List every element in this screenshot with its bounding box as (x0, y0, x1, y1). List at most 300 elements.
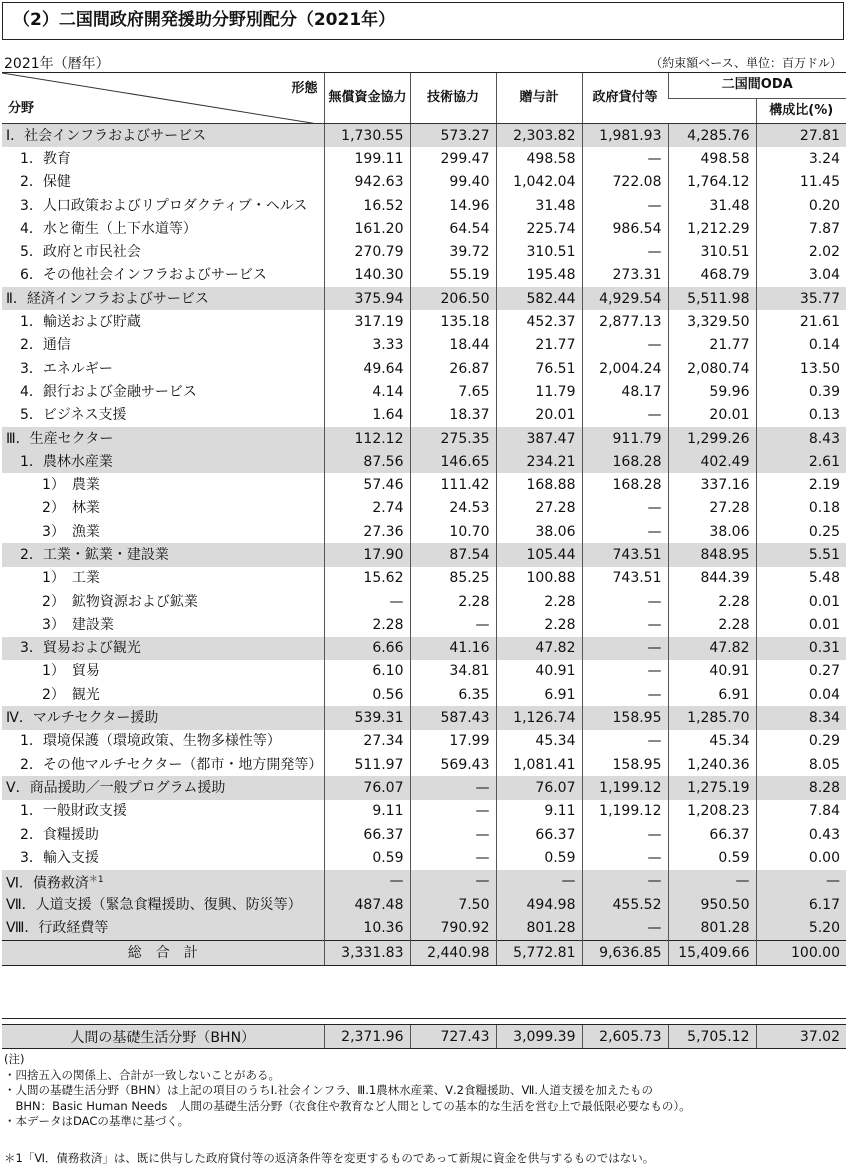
cell-value: 7.84 (756, 800, 846, 823)
cell-value: — (410, 870, 496, 894)
cell-value: 64.54 (410, 217, 496, 240)
cell-value: 146.65 (410, 450, 496, 473)
cell-value: — (582, 637, 668, 660)
row-label: Ⅰ．社会インフラおよびサービス (2, 124, 324, 148)
cell-value: 18.44 (410, 334, 496, 357)
cell-value: 0.25 (756, 520, 846, 543)
cell-value: 76.07 (324, 776, 410, 799)
cell-value: 2,877.13 (582, 310, 668, 333)
row-label: Ⅵ．債務救済$^{*1}$ (2, 870, 324, 894)
cell-value: 26.87 (410, 357, 496, 380)
cell-value: 158.95 (582, 706, 668, 729)
cell-value: 0.13 (756, 404, 846, 427)
cell-value: 10.70 (410, 520, 496, 543)
total-value: 2,440.98 (410, 940, 496, 965)
cell-value: 45.34 (496, 730, 582, 753)
cell-value: 722.08 (582, 171, 668, 194)
cell-value: 40.91 (496, 660, 582, 683)
cell-value: 21.77 (496, 334, 582, 357)
table-row (2, 287, 846, 310)
table-row (2, 124, 846, 148)
cell-value: — (756, 870, 846, 894)
cell-value: 66.37 (496, 823, 582, 846)
cell-value: 2,303.82 (496, 124, 582, 148)
total-value: 100.00 (756, 940, 846, 965)
table-row (2, 171, 846, 194)
cell-value: 7.65 (410, 380, 496, 403)
row-label: 1） 農業 (42, 477, 100, 494)
table-row (2, 730, 846, 753)
table-row (2, 264, 846, 287)
cell-value: 0.14 (756, 334, 846, 357)
cell-value: 2.28 (410, 590, 496, 613)
cell-value: 8.28 (756, 776, 846, 799)
header-share: 構成比(%) (756, 98, 846, 124)
header-oda: 二国間ODA (668, 73, 846, 99)
row-label: 3．人口政策およびリプロダクティブ・ヘルス (20, 197, 308, 214)
row-label: 3） 漁業 (42, 523, 100, 540)
row-label: 1．環境保護（環境政策、生物多様性等） (20, 733, 281, 750)
cell-value: — (324, 590, 410, 613)
note-line: ・人間の基礎生活分野（BHN）は上記の項目のうちⅠ.社会インフラ、Ⅲ.1農林水産業、Ⅴ.2食糧援助、Ⅶ.人道支援を加えたもの (4, 1083, 654, 1098)
cell-value: 270.79 (324, 240, 410, 263)
cell-value: 39.72 (410, 240, 496, 263)
cell-value: 498.58 (496, 147, 582, 170)
table-row (2, 800, 846, 823)
cell-value: 573.27 (410, 124, 496, 148)
bhn-value: 2,371.96 (324, 1025, 410, 1049)
table-row (2, 543, 846, 566)
table-row (2, 450, 846, 473)
table-row (2, 590, 846, 613)
cell-value: 3.33 (324, 334, 410, 357)
cell-value: 31.48 (496, 194, 582, 217)
page-title: （2）二国間政府開発援助分野別配分（2021年） (2, 2, 844, 40)
cell-value: 168.88 (496, 473, 582, 496)
cell-value: — (582, 823, 668, 846)
note-line: ・本データはDACの基準に基づく。 (4, 1114, 190, 1129)
cell-value: — (324, 870, 410, 894)
row-label: 1） 貿易 (42, 663, 100, 680)
note-line: BHN：Basic Human Needs 人間の基礎生活分野（衣食住や教育など人間としての基本的な生活を営む上で最低限必要なもの）。 (4, 1098, 691, 1113)
cell-value: 161.20 (324, 217, 410, 240)
bhn-row (2, 1025, 846, 1049)
cell-value: 1,299.26 (668, 427, 756, 450)
table-row (2, 846, 846, 869)
cell-value: 0.18 (756, 497, 846, 520)
cell-value: 49.64 (324, 357, 410, 380)
row-label: 2．食糧援助 (20, 826, 99, 843)
cell-value: 59.96 (668, 380, 756, 403)
row-label: Ⅴ．商品援助／一般プログラム援助 (2, 776, 324, 799)
cell-value: 569.43 (410, 753, 496, 776)
cell-value: 27.36 (324, 520, 410, 543)
oda-table (2, 72, 846, 966)
cell-value: — (582, 334, 668, 357)
table-row (2, 357, 846, 380)
cell-value: 7.50 (410, 893, 496, 916)
table-row (2, 916, 846, 940)
cell-value: 487.48 (324, 893, 410, 916)
cell-value: 452.37 (496, 310, 582, 333)
cell-value: 158.95 (582, 753, 668, 776)
cell-value: 87.56 (324, 450, 410, 473)
cell-value: — (410, 846, 496, 869)
cell-value: — (582, 147, 668, 170)
table-body (2, 124, 846, 966)
cell-value: 3.04 (756, 264, 846, 287)
cell-value: 5,511.98 (668, 287, 756, 310)
cell-value: 27.28 (496, 497, 582, 520)
cell-value: 6.35 (410, 683, 496, 706)
cell-value: 76.07 (496, 776, 582, 799)
cell-value: 135.18 (410, 310, 496, 333)
header-tech: 技術協力 (410, 73, 496, 124)
footnote: ＊1「Ⅵ．債務救済」は、既に供与した政府貸付等の返済条件等を変更するものであって新規に資金を供与するものではない。 (4, 1151, 655, 1165)
row-label: 1．輸送および貯蔵 (20, 314, 141, 331)
cell-value: 273.31 (582, 264, 668, 287)
cell-value: 0.56 (324, 683, 410, 706)
footnote-marker: ＊1 (88, 874, 104, 885)
cell-value: 234.21 (496, 450, 582, 473)
cell-value: 299.47 (410, 147, 496, 170)
cell-value: 2.28 (668, 590, 756, 613)
total-value: 3,331.83 (324, 940, 410, 965)
row-label: 1．農林水産業 (2, 450, 324, 473)
cell-value: 455.52 (582, 893, 668, 916)
notes (4, 1052, 691, 1130)
total-value: 9,636.85 (582, 940, 668, 965)
cell-value: 539.31 (324, 706, 410, 729)
cell-value: 0.31 (756, 637, 846, 660)
cell-value: 8.34 (756, 706, 846, 729)
cell-value: 2.28 (668, 613, 756, 636)
cell-value: 1,212.29 (668, 217, 756, 240)
year-label: 2021年（暦年） (4, 56, 110, 72)
cell-value: 57.46 (324, 473, 410, 496)
cell-value: — (582, 520, 668, 543)
cell-value: 6.66 (324, 637, 410, 660)
table-row (2, 427, 846, 450)
cell-value: 21.77 (668, 334, 756, 357)
cell-value: 21.61 (756, 310, 846, 333)
cell-value: 199.11 (324, 147, 410, 170)
total-value: 15,409.66 (668, 940, 756, 965)
cell-value: 0.01 (756, 590, 846, 613)
cell-value: 20.01 (668, 404, 756, 427)
total-label: 総 合 計 (2, 940, 324, 965)
cell-value: 0.43 (756, 823, 846, 846)
cell-value: 402.49 (668, 450, 756, 473)
cell-value: — (582, 660, 668, 683)
header-field-label: 分野 (8, 101, 35, 116)
table-row (2, 310, 846, 333)
cell-value: 16.52 (324, 194, 410, 217)
cell-value: 498.58 (668, 147, 756, 170)
cell-value: 5.48 (756, 567, 846, 590)
diagonal-divider (2, 73, 324, 124)
cell-value: 1,730.55 (324, 124, 410, 148)
note-line: (注) (4, 1052, 25, 1066)
cell-value: 310.51 (668, 240, 756, 263)
cell-value: 0.39 (756, 380, 846, 403)
cell-value: 494.98 (496, 893, 582, 916)
table-row (2, 404, 846, 427)
cell-value: 0.04 (756, 683, 846, 706)
cell-value: 0.00 (756, 846, 846, 869)
table-row (2, 823, 846, 846)
row-label: Ⅳ．マルチセクター援助 (2, 706, 324, 729)
cell-value: 9.11 (324, 800, 410, 823)
row-label: Ⅱ．経済インフラおよびサービス (2, 287, 324, 310)
row-label: 2．その他マルチセクター（都市・地方開発等） (20, 756, 323, 773)
bhn-label: 人間の基礎生活分野（BHN） (2, 1025, 324, 1049)
cell-value: 1,199.12 (582, 800, 668, 823)
row-label: 2．保健 (20, 174, 71, 191)
cell-value: 13.50 (756, 357, 846, 380)
cell-value: 225.74 (496, 217, 582, 240)
cell-value: — (668, 870, 756, 894)
cell-value: 2,080.74 (668, 357, 756, 380)
cell-value: 55.19 (410, 264, 496, 287)
bhn-value: 5,705.12 (668, 1025, 756, 1049)
cell-value: 1,208.23 (668, 800, 756, 823)
row-label: 6．その他社会インフラおよびサービス (20, 267, 267, 284)
total-value: 5,772.81 (496, 940, 582, 965)
cell-value: 35.77 (756, 287, 846, 310)
cell-value: 3.24 (756, 147, 846, 170)
table-row (2, 147, 846, 170)
cell-value: 17.99 (410, 730, 496, 753)
bhn-value: 2,605.73 (582, 1025, 668, 1049)
header-grant-aid: 無償資金協力 (324, 73, 410, 124)
table-row (2, 753, 846, 776)
row-label: Ⅶ．人道支援（緊急食糧援助、復興、防災等） (2, 893, 324, 916)
cell-value: — (410, 800, 496, 823)
table-row (2, 870, 846, 894)
table-row (2, 683, 846, 706)
cell-value: 1,764.12 (668, 171, 756, 194)
cell-value: 0.29 (756, 730, 846, 753)
cell-value: 0.59 (324, 846, 410, 869)
cell-value: 24.53 (410, 497, 496, 520)
cell-value: 2,004.24 (582, 357, 668, 380)
row-label: 2） 鉱物資源および鉱業 (42, 593, 198, 610)
cell-value: 15.62 (324, 567, 410, 590)
cell-value: 100.88 (496, 567, 582, 590)
cell-value: 6.17 (756, 893, 846, 916)
table-row (2, 380, 846, 403)
cell-value: 7.87 (756, 217, 846, 240)
table-header (2, 73, 846, 124)
cell-value: 790.92 (410, 916, 496, 940)
cell-value: 2.28 (496, 613, 582, 636)
bhn-value: 727.43 (410, 1025, 496, 1049)
cell-value: 6.91 (496, 683, 582, 706)
cell-value: 1,126.74 (496, 706, 582, 729)
table-row (2, 497, 846, 520)
cell-value: 2.02 (756, 240, 846, 263)
row-label: 3．貿易および観光 (2, 637, 324, 660)
table-row (2, 660, 846, 683)
cell-value: 468.79 (668, 264, 756, 287)
cell-value: 66.37 (324, 823, 410, 846)
cell-value: 1,042.04 (496, 171, 582, 194)
cell-value: 10.36 (324, 916, 410, 940)
row-label: 3．輸入支援 (20, 849, 99, 866)
cell-value: 511.97 (324, 753, 410, 776)
cell-value: 950.50 (668, 893, 756, 916)
cell-value: 17.90 (324, 543, 410, 566)
cell-value: 337.16 (668, 473, 756, 496)
cell-value: 3,329.50 (668, 310, 756, 333)
table-row (2, 613, 846, 636)
cell-value: 47.82 (496, 637, 582, 660)
cell-value: 801.28 (496, 916, 582, 940)
cell-value: — (582, 404, 668, 427)
cell-value: — (582, 497, 668, 520)
cell-value: 99.40 (410, 171, 496, 194)
cell-value: 206.50 (410, 287, 496, 310)
bhn-value: 3,099.39 (496, 1025, 582, 1049)
row-label: 4．水と衛生（上下水道等） (20, 220, 197, 237)
cell-value: 4,285.76 (668, 124, 756, 148)
row-label: 3） 建設業 (42, 616, 114, 633)
table-row (2, 473, 846, 496)
cell-value: 942.63 (324, 171, 410, 194)
cell-value: 911.79 (582, 427, 668, 450)
cell-value: 743.51 (582, 567, 668, 590)
cell-value: 4.14 (324, 380, 410, 403)
cell-value: 105.44 (496, 543, 582, 566)
cell-value: 45.34 (668, 730, 756, 753)
cell-value: 87.54 (410, 543, 496, 566)
cell-value: 0.01 (756, 613, 846, 636)
cell-value: — (582, 240, 668, 263)
cell-value: — (582, 194, 668, 217)
cell-value: — (582, 683, 668, 706)
cell-value: 5.51 (756, 543, 846, 566)
cell-value: 2.28 (496, 590, 582, 613)
cell-value: 387.47 (496, 427, 582, 450)
row-label: 2．通信 (20, 337, 71, 354)
bhn-value: 37.02 (756, 1025, 846, 1049)
table-row (2, 776, 846, 799)
header-loans: 政府貸付等 (582, 73, 668, 124)
row-label: 5．政府と市民社会 (20, 244, 141, 261)
cell-value: 310.51 (496, 240, 582, 263)
row-label: 5．ビジネス支援 (20, 407, 127, 424)
cell-value: 85.25 (410, 567, 496, 590)
cell-value: 1,240.36 (668, 753, 756, 776)
cell-value: 1.64 (324, 404, 410, 427)
cell-value: 8.05 (756, 753, 846, 776)
cell-value: — (582, 916, 668, 940)
cell-value: 2.28 (324, 613, 410, 636)
cell-value: 0.20 (756, 194, 846, 217)
total-row (2, 940, 846, 965)
cell-value: 48.17 (582, 380, 668, 403)
cell-value: 11.45 (756, 171, 846, 194)
table-row (2, 240, 846, 263)
row-label: 1．教育 (20, 150, 71, 167)
bhn-table (2, 1024, 846, 1049)
cell-value: 195.48 (496, 264, 582, 287)
cell-value: 8.43 (756, 427, 846, 450)
cell-value: 27.28 (668, 497, 756, 520)
cell-value: 844.39 (668, 567, 756, 590)
cell-value: 801.28 (668, 916, 756, 940)
cell-value: 38.06 (496, 520, 582, 543)
cell-value: 2.61 (756, 450, 846, 473)
row-label: Ⅷ．行政経費等 (2, 916, 324, 940)
row-label: 2） 観光 (42, 686, 100, 703)
cell-value: — (582, 730, 668, 753)
cell-value: 743.51 (582, 543, 668, 566)
cell-value: — (496, 870, 582, 894)
cell-value: 6.10 (324, 660, 410, 683)
note-line: ・四捨五入の関係上、合計が一致しないことがある。 (4, 1067, 280, 1082)
cell-value: 1,199.12 (582, 776, 668, 799)
cell-value: 986.54 (582, 217, 668, 240)
cell-value: 168.28 (582, 473, 668, 496)
cell-value: 275.35 (410, 427, 496, 450)
table-row (2, 567, 846, 590)
cell-value: 317.19 (324, 310, 410, 333)
cell-value: 582.44 (496, 287, 582, 310)
table-row (2, 520, 846, 543)
cell-value: 2.19 (756, 473, 846, 496)
row-label: 1） 工業 (42, 570, 100, 587)
cell-value: — (410, 613, 496, 636)
cell-value: 31.48 (668, 194, 756, 217)
cell-value: 0.59 (668, 846, 756, 869)
cell-value: 375.94 (324, 287, 410, 310)
cell-value: 1,275.19 (668, 776, 756, 799)
cell-value: — (582, 590, 668, 613)
cell-value: 27.81 (756, 124, 846, 148)
table-row (2, 217, 846, 240)
row-label: 1．一般財政支援 (20, 803, 127, 820)
row-label: 4．銀行および金融サービス (20, 383, 197, 400)
row-label: 2．工業・鉱業・建設業 (2, 543, 324, 566)
cell-value: — (410, 776, 496, 799)
cell-value: 0.27 (756, 660, 846, 683)
row-label: 2） 林業 (42, 500, 100, 517)
cell-value: 4,929.54 (582, 287, 668, 310)
cell-value: 9.11 (496, 800, 582, 823)
cell-value: — (582, 846, 668, 869)
cell-value: 66.37 (668, 823, 756, 846)
table-row (2, 334, 846, 357)
row-label: 3．エネルギー (20, 360, 113, 377)
cell-value: 6.91 (668, 683, 756, 706)
table-row (2, 706, 846, 729)
unit-label: （約束額ベース、単位：百万ドル） (650, 56, 842, 70)
cell-value: 587.43 (410, 706, 496, 729)
cell-value: 40.91 (668, 660, 756, 683)
header-form-label: 形態 (291, 81, 318, 96)
cell-value: 41.16 (410, 637, 496, 660)
cell-value: — (410, 823, 496, 846)
cell-value: 18.37 (410, 404, 496, 427)
cell-value: 2.74 (324, 497, 410, 520)
table-row (2, 637, 846, 660)
cell-value: 47.82 (668, 637, 756, 660)
cell-value: 11.79 (496, 380, 582, 403)
header-corner-cell (2, 73, 324, 124)
table-row (2, 893, 846, 916)
